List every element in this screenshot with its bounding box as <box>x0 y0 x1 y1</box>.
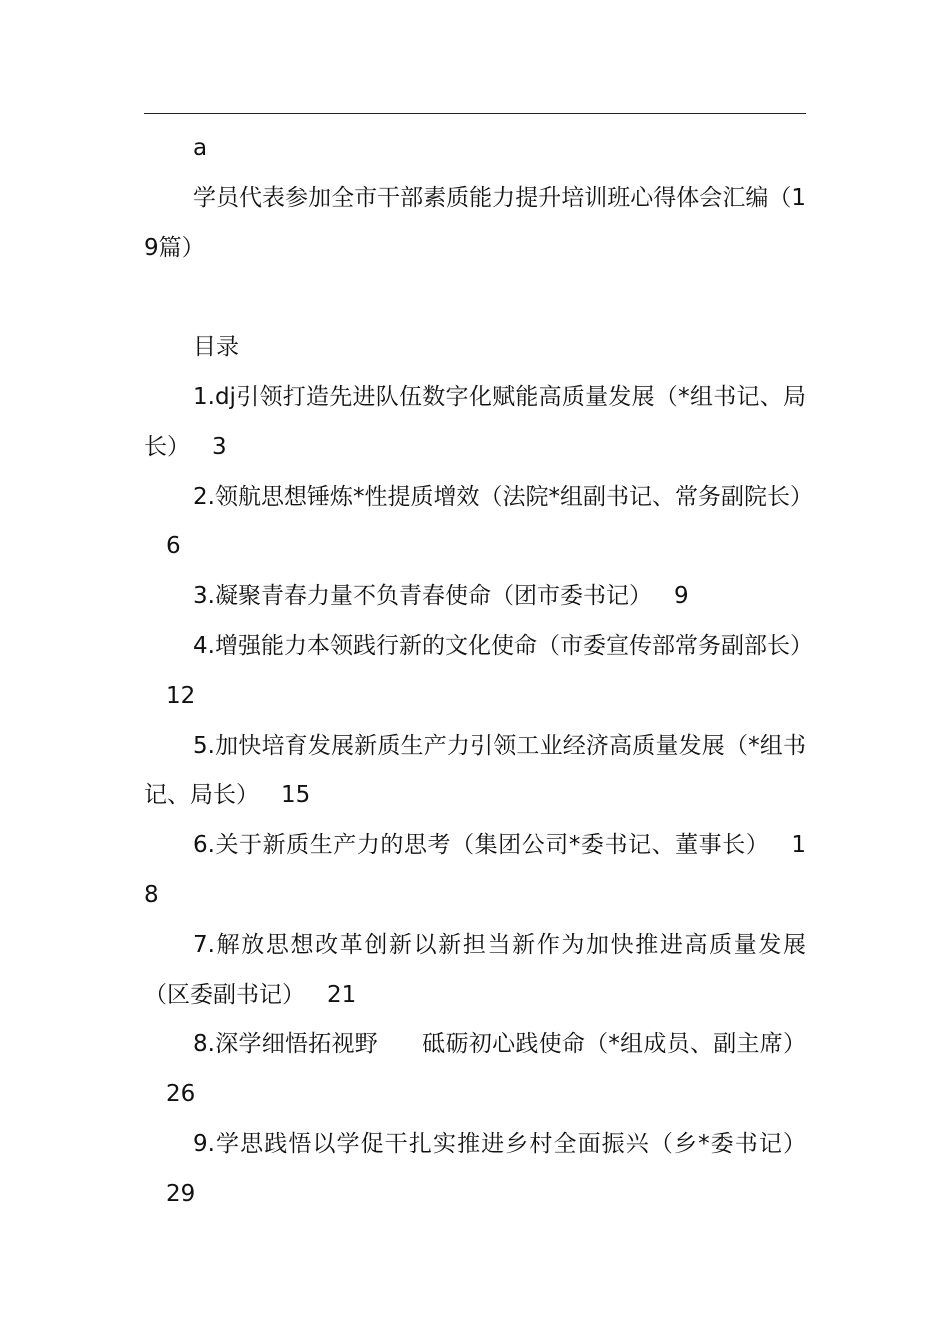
document-body <box>144 124 813 1220</box>
toc-entry <box>144 572 806 622</box>
toc-entry-page: 21 <box>327 981 357 1008</box>
toc-entry-page: 12 <box>166 682 196 709</box>
toc-heading: 目录 <box>193 334 239 361</box>
toc-entry-page: 29 <box>166 1180 196 1207</box>
blank-line <box>144 273 806 323</box>
toc-entry-page: 15 <box>281 782 311 809</box>
header-rule <box>144 113 806 114</box>
toc-entry <box>144 821 806 921</box>
toc-entry <box>144 622 813 722</box>
toc-entry-title: 6.关于新质生产力的思考（集团公司*委书记、董事长） <box>193 832 770 859</box>
toc-entry <box>144 473 813 573</box>
toc-entry-title: 2.领航思想锤炼*性提质增效（法院*组副书记、常务副院长） <box>193 483 813 510</box>
toc-entry-title: 3.凝聚青春力量不负青春使命（团市委书记） <box>193 583 652 610</box>
toc-entry <box>144 722 806 822</box>
toc-entry-title: 1.dj引领打造先进队伍数字化赋能高质量发展（*组书记、局长） <box>144 383 806 460</box>
toc-entry-title: 5.加快培育发展新质生产力引领工业经济高质量发展（*组书记、局长） <box>144 732 806 809</box>
toc-entry-title: 4.增强能力本领践行新的文化使命（市委宣传部常务副部长） <box>193 632 813 659</box>
toc-entry-title-part-b: 砥砺初心践使命（*组成员、副主席） <box>422 1031 806 1058</box>
toc-entry <box>144 921 806 1021</box>
toc-entry-page: 3 <box>212 433 227 460</box>
toc-entry-title-part-a: 8.深学细悟拓视野 <box>193 1031 379 1058</box>
header-mark: a <box>193 135 208 161</box>
toc-entry-title: 9.学思践悟以学促干扎实推进乡村全面振兴（乡*委书记） <box>193 1130 806 1157</box>
toc-entry-page: 26 <box>166 1081 196 1108</box>
toc-entry-title: 7.解放思想改革创新以新担当新作为加快推进高质量发展（区委副书记） <box>144 931 806 1008</box>
toc-entry <box>144 1020 806 1120</box>
toc-entry-page: 18 <box>144 832 806 908</box>
document-title: 学员代表参加全市干部素质能力提升培训班心得体会汇编（19篇） <box>144 184 806 261</box>
toc-entry <box>144 373 806 473</box>
toc-entry-page: 6 <box>166 533 181 560</box>
toc-entry <box>144 1120 806 1220</box>
toc-entry-page: 9 <box>673 583 689 610</box>
